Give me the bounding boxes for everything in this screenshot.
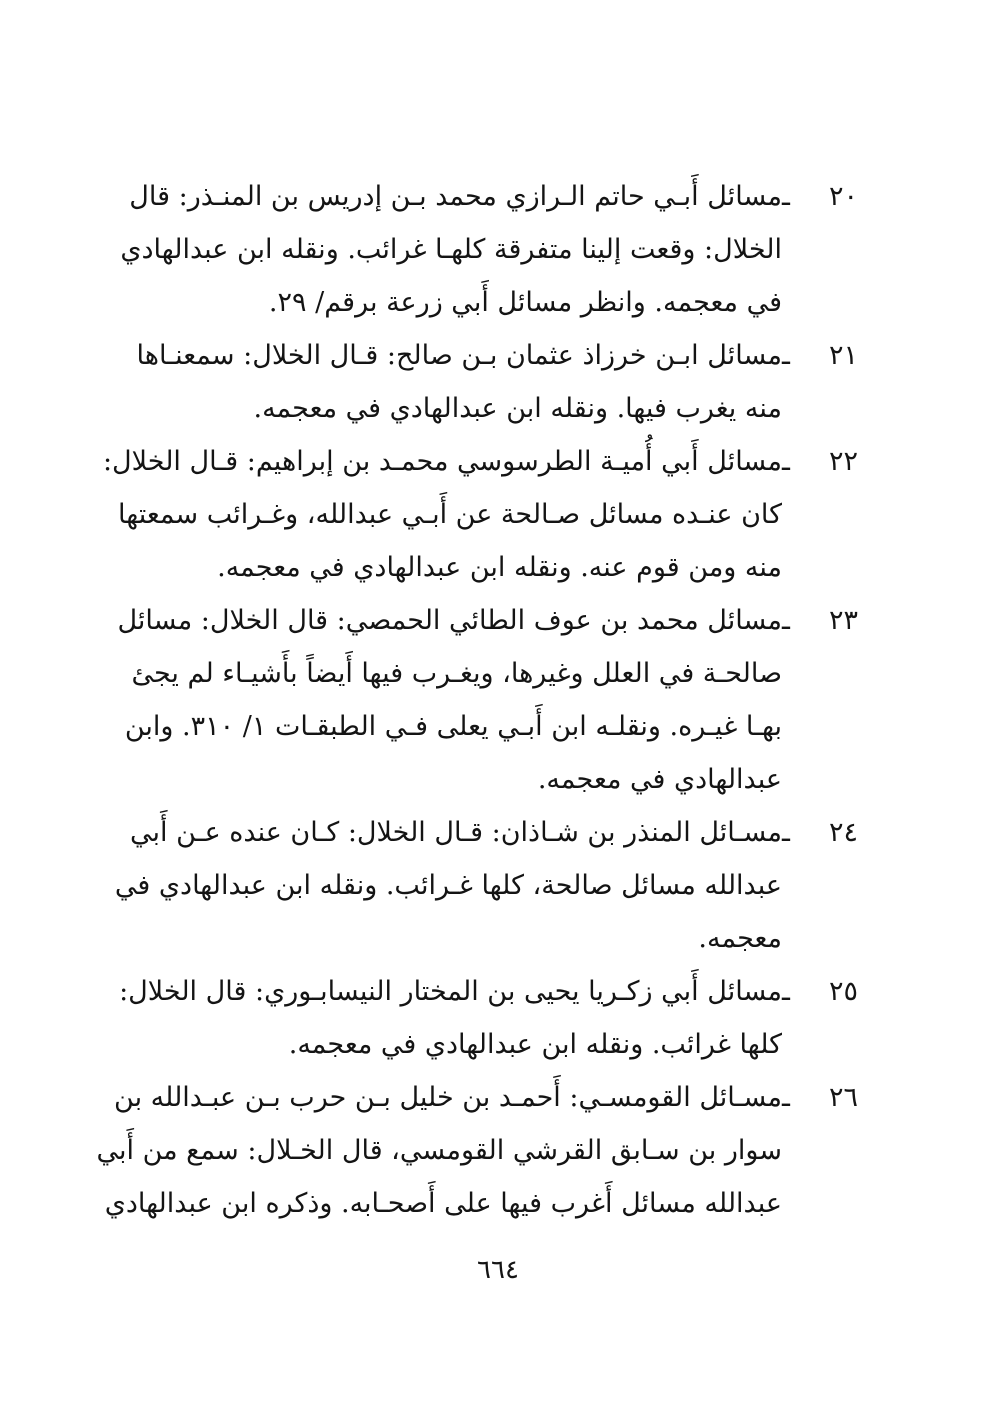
entry-24 (114, 806, 858, 965)
entry-21-line-1 (136, 329, 858, 382)
entry-number: ٢٣ ـ (782, 605, 858, 636)
entry-22-line-1 (102, 435, 858, 488)
line-text: مسـائل المنذر بن شـاذان: قـال الخلال: كـان عنده عـن أَبي (130, 817, 782, 848)
entry-25-line-1 (119, 965, 858, 1018)
entry-23 (117, 594, 858, 806)
entry-23-line-1 (117, 594, 858, 647)
entry-number: ٢٢ ـ (782, 446, 858, 477)
line-text: مسائل ابـن خرزاذ عثمان بـن صالح: قـال الخلال: سمعنـاها (136, 340, 782, 371)
entry-21 (136, 329, 858, 435)
entry-23-line-2: صالحـة في العلل وغيرها، ويغـرب فيها أَيضاً بأَشيـاء لم يجئ (131, 658, 782, 689)
entry-20-line-2: الخلال: وقعت إلينا متفرقة كلهـا غرائب. ونقله ابن عبدالهادي (120, 234, 782, 265)
line-text: مسائل أَبي أُميـة الطرسوسي محمـد بن إبراهيم: قـال الخلال: (102, 446, 782, 477)
entry-20 (120, 170, 858, 329)
entry-20-line-3: في معجمه. وانظر مسائل أَبي زرعة برقم/ ٢٩. (268, 287, 782, 318)
entry-26-line-2: سوار بن سـابق القرشي القومسي، قال الخـلال: سمع من أَبي (96, 1135, 782, 1166)
entry-25-line-2: كلها غرائب. ونقله ابن عبدالهادي في معجمه. (288, 1029, 782, 1060)
entry-22-line-3: منه ومن قوم عنه. ونقله ابن عبدالهادي في معجمه. (217, 552, 782, 583)
entry-24-line-3: معجمه. (698, 923, 782, 954)
entry-number: ٢٦ ـ (782, 1082, 858, 1113)
entry-21-line-2: منه يغرب فيها. ونقله ابن عبدالهادي في معجمه. (253, 393, 782, 424)
entry-number: ٢١ ـ (782, 340, 858, 371)
line-text: مسائل أَبي زكـريا يحيى بن المختار النيسابـوري: قال الخلال: (119, 976, 782, 1007)
entry-25 (119, 965, 858, 1071)
entry-24-line-2: عبدالله مسائل صالحة، كلها غـرائب. ونقله ابن عبدالهادي في (114, 870, 782, 901)
line-text: مسائل أَبـي حاتم الـرازي محمد بـن إدريس بن المنـذر: قال (129, 181, 782, 212)
line-text: مسـائل القومسـي: أَحمـد بن خليل بـن حرب بـن عبـدالله بن (114, 1082, 782, 1113)
entry-20-line-1 (129, 170, 858, 223)
page-number: ٦٦٤ (477, 1255, 519, 1285)
entry-24-line-1 (130, 806, 858, 859)
entry-22 (102, 435, 858, 594)
entry-number: ٢٥ ـ (782, 976, 858, 1007)
entry-26-line-1 (114, 1071, 858, 1124)
entry-number: ٢٠ ـ (782, 181, 858, 212)
entry-22-line-2: كان عنـده مسائل صـالحة عن أَبـي عبدالله، وغـرائب سمعتها (118, 499, 782, 530)
entry-number: ٢٤ ـ (782, 817, 858, 848)
entry-26-line-3: عبدالله مسائل أَغرب فيها على أَصحـابه. وذكره ابن عبدالهادي (104, 1188, 782, 1219)
line-text: مسائل محمد بن عوف الطائي الحمصي: قال الخلال: مسائل (117, 605, 782, 636)
text-block (96, 170, 858, 1230)
entry-23-line-4: عبدالهادي في معجمه. (537, 764, 782, 795)
entry-23-line-3: بهـا غيـره. ونقلـه ابن أَبـي يعلى فـي الطبقـات ١/ ٣١٠. وابن (124, 711, 782, 742)
entry-26 (96, 1071, 858, 1230)
